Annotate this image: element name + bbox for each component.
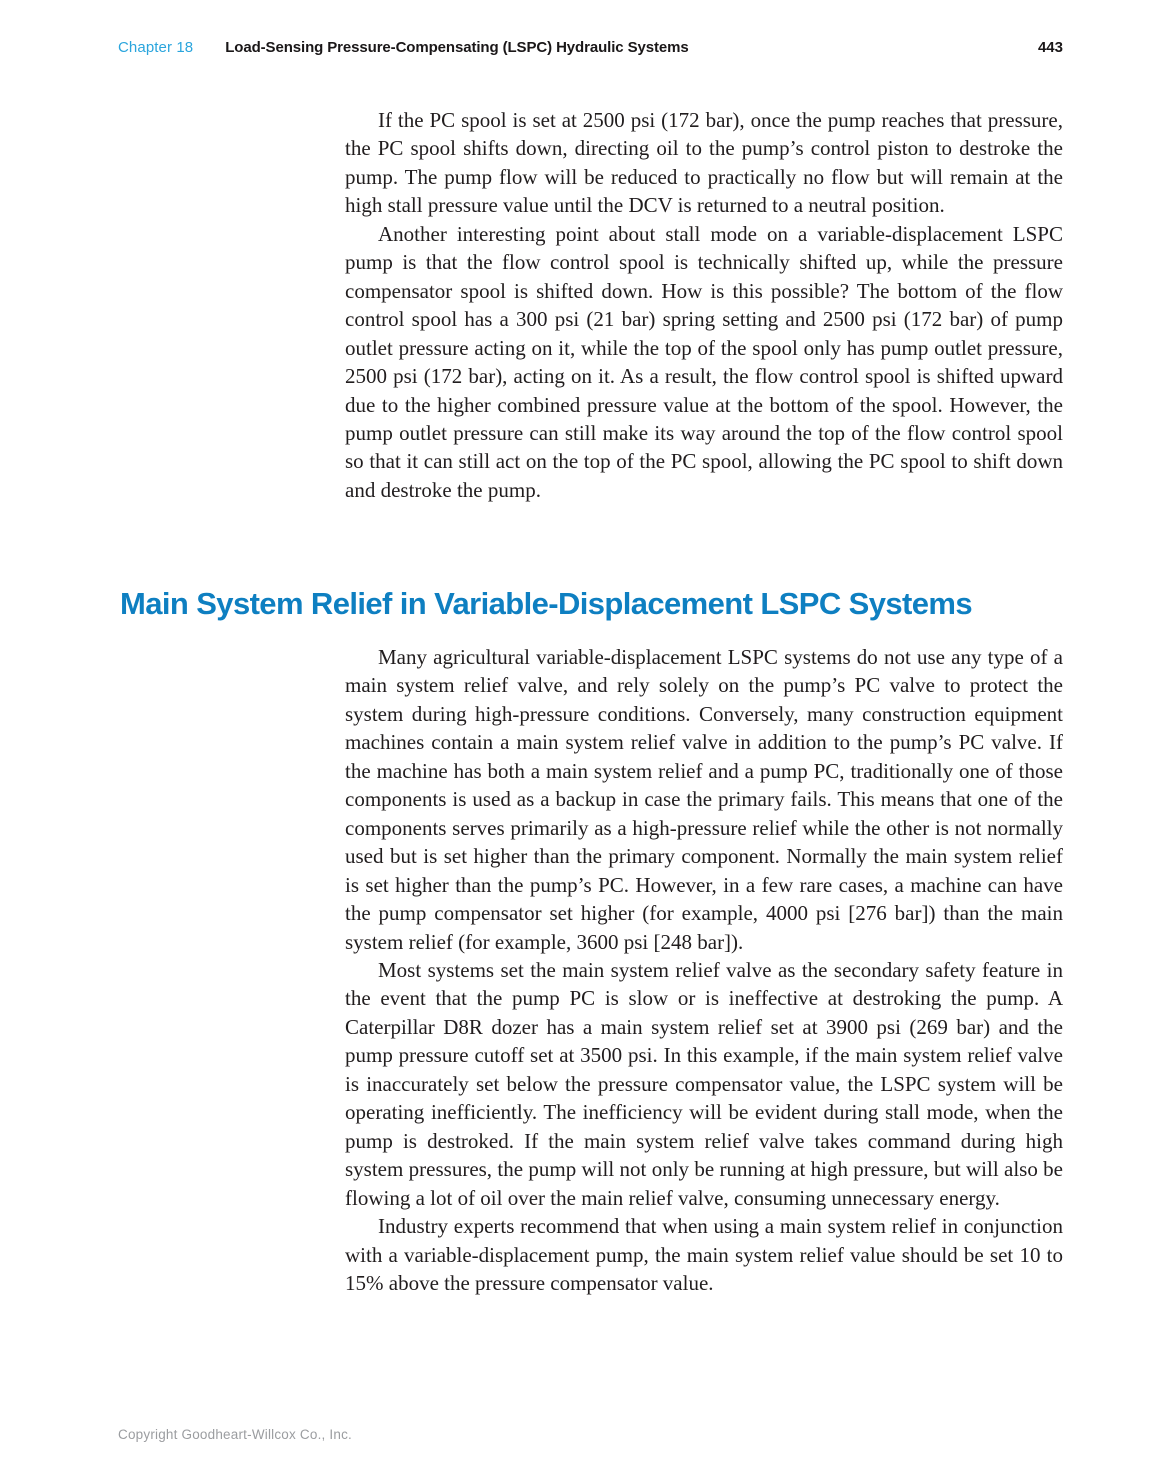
chapter-title: Load-Sensing Pressure-Compensating (LSPC) Hydraulic Systems (225, 39, 689, 56)
chapter-label: Chapter 18 (118, 39, 194, 56)
copyright-notice: Copyright Goodheart-Willcox Co., Inc. (118, 1427, 352, 1442)
body-text-block-top (345, 106, 1063, 504)
section-heading: Main System Relief in Variable-Displacement LSPC Systems (120, 586, 972, 621)
paragraph: Another interesting point about stall mode on a variable-displacement LSPC pump is that the flow control spool is technically shifted up, while the pressure compensator spool is shifted down. How is this possible? The bottom of the flow control spool has a 300 psi (21 bar) spring setting and 2500 psi (172 bar) of pump outlet pressure acting on it, while the top of the spool only has pump outlet pressure, 2500 psi (172 bar), acting on it. As a result, the flow control spool is shifted upward due to the higher combined pressure value at the bottom of the spool. However, the pump outlet pressure can still make its way around the top of the flow control spool so that it can still act on the top of the PC spool, allowing the PC spool to shift down and destroke the pump. (345, 221, 1063, 502)
paragraph: Industry experts recommend that when using a main system relief in conjunction with a variable-displacement pump, the main system relief value should be set 10 to 15% above the pressure compensator value. (345, 1214, 1063, 1295)
running-header (118, 38, 1063, 58)
paragraph: If the PC spool is set at 2500 psi (172 bar), once the pump reaches that pressure, the PC spool shifts down, directing oil to the pump’s control piston to destroke the pump. The pump flow will be reduced to practically no flow but will remain at the high stall pressure value until the DCV is returned to a neutral position. (345, 108, 1063, 218)
paragraph: Many agricultural variable-displacement LSPC systems do not use any type of a main system relief valve, and rely solely on the pump’s PC valve to protect the system during high-pressure conditions. Conversely, many construction equipment machines contain a main system relief valve in addition to the pump’s PC valve. If the machine has both a main system relief and a pump PC, traditionally one of those components is used as a backup in case the primary fails. This means that one of the components serves primarily as a high-pressure relief while the other is not normally used but is set higher than the primary component. Normally the main system relief is set higher than the pump’s PC. However, in a few rare cases, a machine can have the pump compensator set higher (for example, 4000 psi [276 bar]) than the main system relief (for example, 3600 psi [248 bar]). (345, 645, 1063, 954)
paragraph: Most systems set the main system relief valve as the secondary safety feature in the event that the pump PC is slow or is ineffective at destroking the pump. A Caterpillar D8R dozer has a main system relief set at 3900 psi (269 bar) and the pump pressure cutoff set at 3500 psi. In this example, if the main system relief valve is inaccurately set below the pressure compensator value, the LSPC system will be operating inefficiently. The inefficiency will be evident during stall mode, when the pump is destroked. If the main system relief valve takes command during high system pressures, the pump will not only be running at high pressure, but will also be flowing a lot of oil over the main relief valve, consuming unnecessary energy. (345, 957, 1063, 1210)
page-number: 443 (1037, 39, 1063, 56)
body-text-block-section (345, 643, 1063, 1297)
